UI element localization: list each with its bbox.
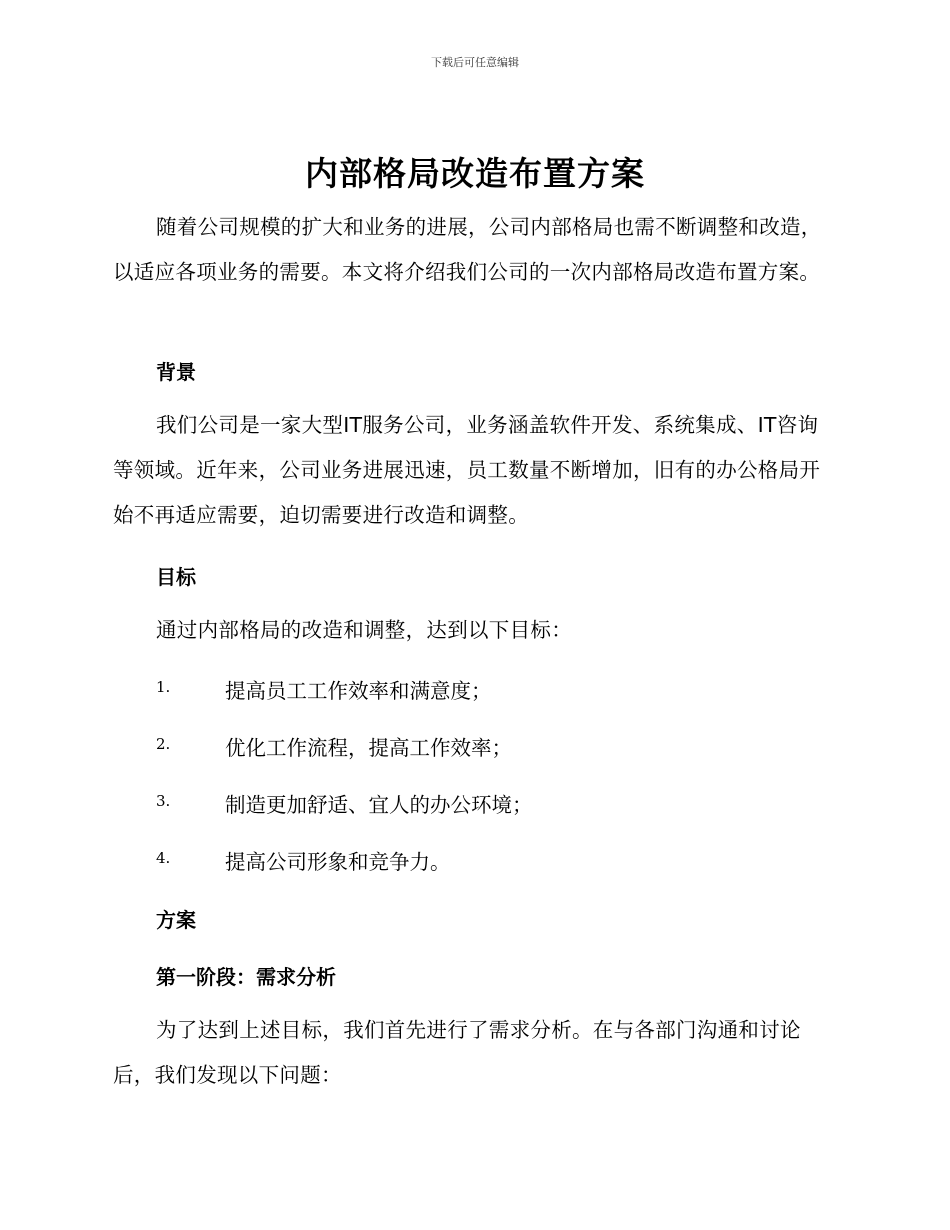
- plan-heading: 方案: [156, 908, 196, 932]
- list-text: 优化工作流程，提高工作效率；: [225, 736, 512, 760]
- phase1-heading: 第一阶段：需求分析: [156, 965, 336, 989]
- list-number: 4.: [156, 849, 171, 867]
- list-text: 提高公司形象和竞争力。: [225, 850, 451, 874]
- goals-heading: 目标: [156, 565, 196, 589]
- goal-list-item: [156, 731, 806, 761]
- phase1-paragraph: 为了达到上述目标，我们首先进行了需求分析。在与各部门沟通和讨论后，我们发现以下问题：: [113, 1018, 801, 1087]
- list-text: 提高员工工作效率和满意度；: [225, 679, 492, 703]
- list-number: 1.: [156, 678, 171, 696]
- background-paragraph: 我们公司是一家大型IT服务公司，业务涵盖软件开发、系统集成、IT咨询等领域。近年来，公司业务进展迅速，员工数量不断增加，旧有的办公格局开始不再适应需要，迫切需要进行改造和调整。: [113, 413, 821, 527]
- intro-paragraph: 随着公司规模的扩大和业务的进展，公司内部格局也需不断调整和改造，以适应各项业务的需要。本文将介绍我们公司的一次内部格局改造布置方案。: [113, 215, 822, 284]
- goal-list-item: [156, 788, 806, 818]
- document-title: 内部格局改造布置方案: [305, 154, 645, 193]
- background-heading: 背景: [156, 360, 196, 384]
- goals-lead-paragraph: 通过内部格局的改造和调整，达到以下目标：: [156, 618, 572, 642]
- list-text: 制造更加舒适、宜人的办公环境；: [225, 793, 533, 817]
- page-header-note: 下载后可任意编辑: [431, 56, 519, 69]
- goal-list-item: [156, 845, 806, 875]
- list-number: 2.: [156, 735, 171, 753]
- goal-list-item: [156, 674, 806, 704]
- list-number: 3.: [156, 792, 171, 810]
